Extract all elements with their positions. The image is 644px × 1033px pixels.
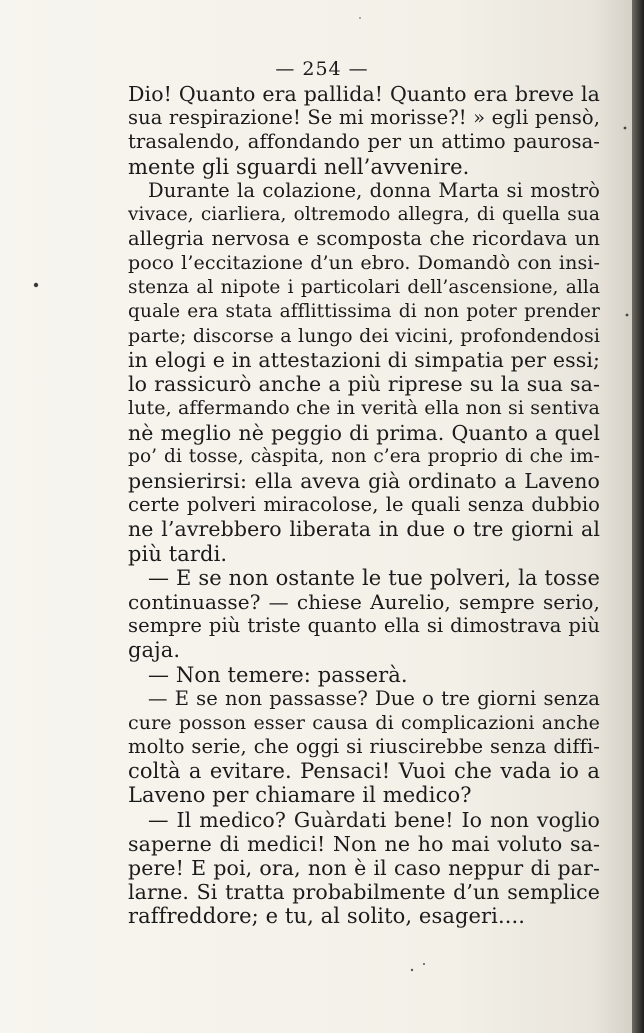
text-line: saperne di medici! Non ne ho mai voluto sa-	[128, 831, 600, 856]
speck	[624, 127, 627, 130]
text-line: sempre più triste quanto ella si dimostrava più	[128, 614, 600, 638]
book-spine-shadow	[632, 0, 644, 1033]
text-line: ne l’avrebbero liberata in due o tre giorni al	[128, 517, 600, 542]
text-line: lute, affermando che in verità ella non si sentiva	[128, 397, 600, 420]
text-line: — E se non passasse? Due o tre giorni senza	[148, 686, 600, 710]
text-line: continuasse? — chiese Aurelio, sempre serio,	[128, 589, 600, 614]
text-line: trasalendo, affondando per un attimo paurosa-	[128, 130, 600, 154]
text-line: Durante la colazione, donna Marta si mostrò	[148, 178, 600, 202]
page-number: — 254 —	[275, 58, 369, 80]
text-line: — Non temere: passerà.	[148, 662, 408, 687]
text-line: certe polveri miracolose, le quali senza dubbio	[128, 493, 600, 517]
text-line: quale era stata afflittissima di non poter prender	[128, 300, 600, 322]
speck	[34, 283, 38, 287]
text-line: pensierirsi: ella aveva già ordinato a Laveno	[128, 469, 600, 493]
speck	[626, 314, 629, 317]
text-line: in elogi e in attestazioni di simpatia per essi;	[128, 348, 600, 373]
speck	[423, 963, 425, 965]
text-line: molto serie, che oggi si riuscirebbe senza diffi-	[128, 735, 600, 759]
text-line: nè meglio nè peggio di prima. Quanto a quel	[128, 420, 600, 445]
text-line: mente gli sguardi nell’avvenire.	[128, 154, 470, 179]
speck	[411, 969, 413, 971]
text-line: gaja.	[128, 638, 181, 663]
text-line: stenza al nipote i particolari dell’ascensione, alla	[128, 276, 600, 298]
text-line: lo rassicurò anche a più riprese su la sua sa-	[128, 372, 600, 397]
text-line: sua respirazione! Se mi morisse?! » egli pensò,	[128, 106, 600, 130]
text-line: coltà a evitare. Pensaci! Vuoi che vada io a	[128, 759, 600, 784]
text-line: raffreddore; e tu, al solito, esageri....	[128, 904, 526, 929]
text-line: pere! E poi, ora, non è il caso neppur di par-	[128, 856, 600, 880]
text-line: vivace, ciarliera, oltremodo allegra, di quella sua	[128, 203, 600, 225]
body-text	[128, 82, 600, 929]
text-line: — Il medico? Guàrdati bene! Io non voglio	[148, 807, 600, 832]
speck	[359, 17, 361, 19]
text-line: — E se non ostante le tue polveri, la tosse	[148, 565, 600, 590]
text-line: larne. Si tratta probabilmente d’un semplice	[128, 880, 600, 905]
text-line: po’ di tosse, càspita, non c’era proprio di che im-	[128, 445, 600, 467]
text-line: parte; discorse a lungo dei vicini, profondendosi	[128, 324, 600, 347]
text-line: poco l’eccitazione d’un ebro. Domandò con insi-	[128, 252, 600, 275]
text-line: Dio! Quanto era pallida! Quanto era breve la	[128, 82, 600, 106]
text-line: più tardi.	[128, 541, 228, 566]
text-line: Laveno per chiamare il medico?	[128, 783, 472, 808]
text-line: allegria nervosa e scomposta che ricordava un	[128, 227, 600, 251]
text-line: cure posson esser causa di complicazioni anche	[128, 711, 600, 734]
